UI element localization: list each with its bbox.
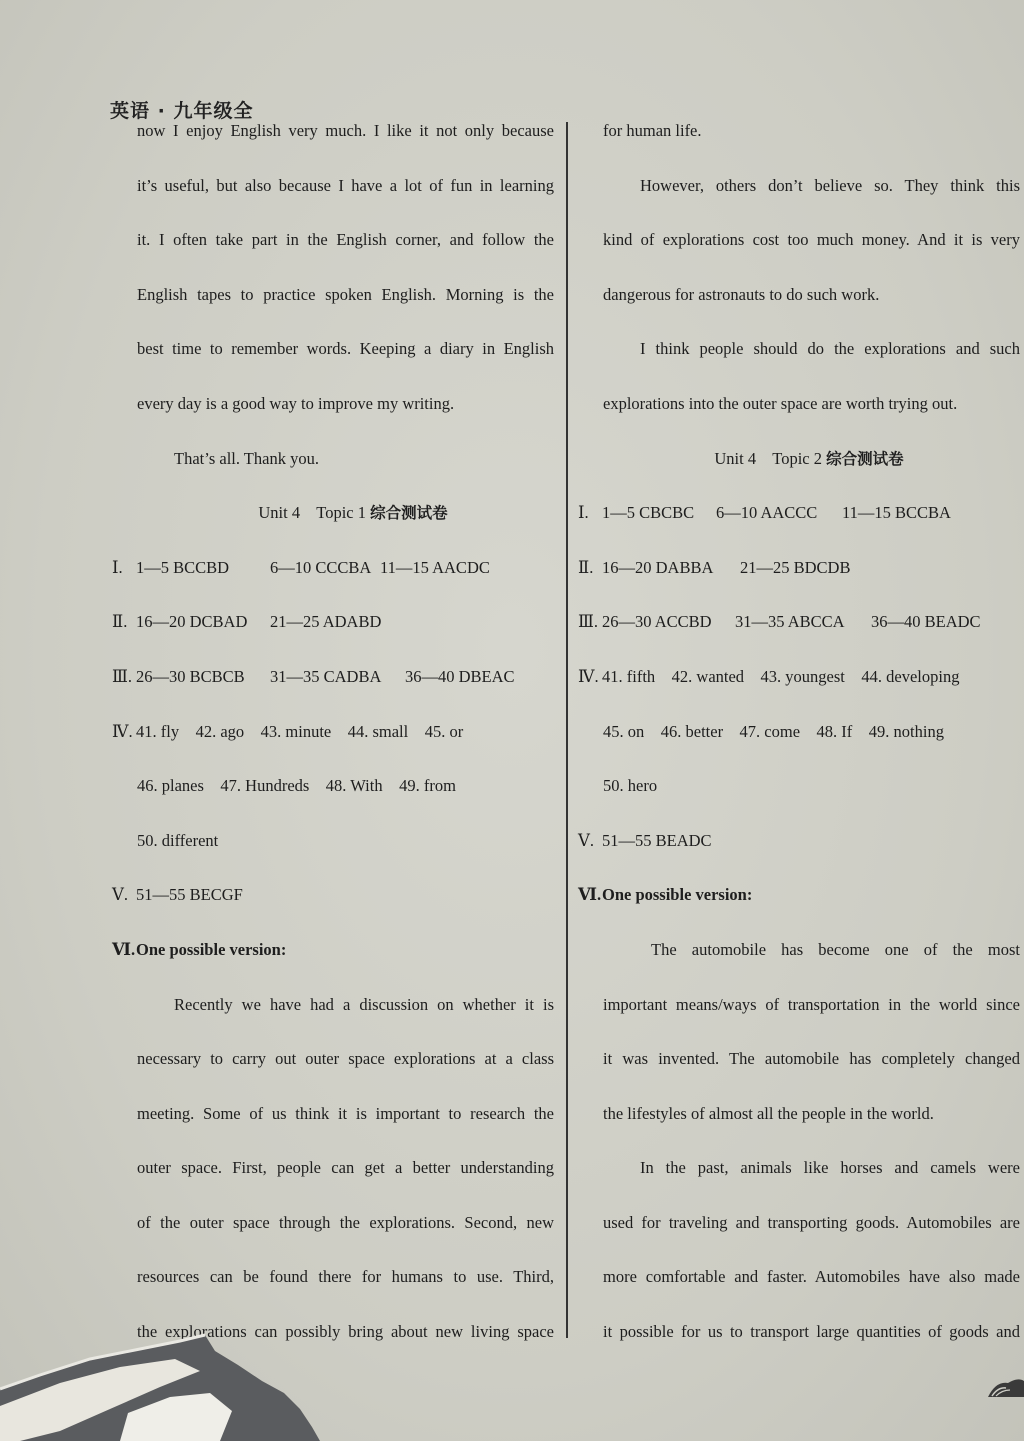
essay-line: used for traveling and transporting goods. Automobiles are	[603, 1212, 1020, 1232]
column-divider	[566, 122, 568, 1338]
answer-row-5	[112, 872, 554, 927]
answer-group: 6—10 CCCBA	[270, 557, 372, 577]
answer-row-1	[112, 545, 554, 600]
roman-numeral: Ⅴ.	[578, 830, 595, 850]
answer-row-6	[578, 872, 1020, 927]
section-title-en: Unit 4 Topic 2	[714, 448, 822, 468]
essay-line: it was invented. The automobile has completely changed	[603, 1049, 1020, 1069]
essay-line: kind of explorations cost too much money. And it is very	[603, 230, 1020, 250]
section-title-cn: 综合测试卷	[826, 449, 904, 468]
essay-line: the explorations can possibly bring about new living space	[137, 1322, 554, 1342]
essay-line: The automobile has become one of the most	[651, 939, 1020, 959]
answer-group: 36—40 DBEAC	[405, 666, 515, 686]
essay-line: I think people should do the explorations and such	[640, 339, 1020, 359]
roman-numeral: Ⅱ.	[578, 557, 594, 577]
answer-group: 6—10 AACCC	[716, 503, 818, 523]
answer-row-4-cont: 45. on 46. better 47. come 48. If 49. nothing	[603, 721, 944, 741]
answer-text: 41. fifth 42. wanted 43. youngest 44. developing	[602, 666, 960, 686]
answer-group: 31—35 ABCCA	[735, 612, 845, 632]
essay-closing: That’s all. Thank you.	[174, 448, 319, 468]
answer-row-1	[578, 490, 1020, 545]
answer-group: 31—35 CADBA	[270, 666, 382, 686]
answer-group: 16—20 DCBAD	[136, 612, 248, 632]
answer-row-4-cont: 50. hero	[603, 776, 658, 796]
version-heading: One possible version:	[602, 885, 753, 905]
essay-line: it’s useful, but also because I have a lot of fun in learning	[137, 175, 554, 195]
essay-line: meeting. Some of us think it is important to research the	[137, 1103, 554, 1123]
answer-group: 1—5 CBCBC	[602, 503, 695, 523]
answer-text: 51—55 BECGF	[136, 885, 243, 905]
answer-row-2	[112, 599, 554, 654]
roman-numeral: Ⅴ.	[112, 885, 129, 905]
roman-numeral: Ⅲ.	[578, 612, 599, 632]
page-header: 英语 · 九年级全	[110, 100, 254, 122]
answer-row-4	[578, 654, 1020, 709]
answer-text: 41. fly 42. ago 43. minute 44. small 45. or	[136, 721, 464, 741]
roman-numeral: Ⅲ.	[112, 666, 133, 686]
section-title	[578, 436, 1020, 491]
answer-row-5	[578, 818, 1020, 873]
answer-group: 16—20 DABBA	[602, 557, 714, 577]
essay-line: the lifestyles of almost all the people in the world.	[603, 1103, 934, 1123]
essay-line: it. I often take part in the English corner, and follow the	[137, 230, 554, 250]
answer-row-6	[112, 927, 554, 982]
torn-corner-image	[0, 1331, 330, 1441]
roman-numeral: Ⅵ.	[578, 885, 602, 905]
essay-line: now I enjoy English very much. I like it not only because	[137, 121, 554, 140]
answer-group: 36—40 BEADC	[871, 612, 981, 632]
essay-line: explorations into the outer space are worth trying out.	[603, 393, 958, 413]
essay-line: every day is a good way to improve my writing.	[137, 393, 455, 413]
answer-text: 51—55 BEADC	[602, 830, 712, 850]
essay-line: for human life.	[603, 121, 702, 140]
essay-line: of the outer space through the explorations. Second, new	[137, 1212, 554, 1232]
answer-row-2	[578, 545, 1020, 600]
answer-row-3	[578, 599, 1020, 654]
essay-line: outer space. First, people can get a better understanding	[137, 1158, 554, 1178]
essay-line: it possible for us to transport large quantities of goods and	[603, 1322, 1020, 1342]
essay-line: necessary to carry out outer space explorations at a class	[137, 1049, 554, 1069]
essay-line: best time to remember words. Keeping a diary in English	[137, 339, 554, 359]
roman-numeral: Ⅳ.	[112, 721, 133, 741]
essay-line: more comfortable and faster. Automobiles have also made	[603, 1267, 1020, 1287]
answer-group: 21—25 ADABD	[270, 612, 382, 632]
roman-numeral: Ⅰ.	[112, 557, 123, 577]
essay-line: Recently we have had a discussion on whether it is	[174, 994, 554, 1014]
left-column	[112, 108, 554, 1364]
essay-line: English tapes to practice spoken English. Morning is the	[137, 284, 554, 304]
answer-group: 1—5 BCCBD	[136, 557, 230, 577]
version-heading: One possible version:	[136, 939, 287, 959]
answer-group: 21—25 BDCDB	[740, 557, 851, 577]
answer-group: 11—15 AACDC	[380, 557, 490, 577]
section-title	[112, 490, 554, 545]
answer-group: 26—30 ACCBD	[602, 612, 712, 632]
essay-line: resources can be found there for humans to use. Third,	[137, 1267, 554, 1287]
answer-row-4-cont: 46. planes 47. Hundreds 48. With 49. from	[137, 776, 456, 796]
essay-line: However, others don’t believe so. They think this	[640, 175, 1020, 195]
essay-line: important means/ways of transportation in the world since	[603, 994, 1020, 1014]
roman-numeral: Ⅳ.	[578, 666, 599, 686]
publisher-logo-icon	[986, 1371, 1024, 1401]
right-column	[578, 108, 1020, 1364]
roman-numeral: Ⅰ.	[578, 503, 589, 523]
answer-row-4	[112, 709, 554, 764]
answer-group: 11—15 BCCBA	[842, 503, 951, 523]
roman-numeral: Ⅱ.	[112, 612, 128, 632]
roman-numeral: Ⅵ.	[112, 939, 136, 959]
answer-row-4-cont: 50. different	[137, 830, 219, 850]
section-title-cn: 综合测试卷	[370, 504, 448, 523]
answer-row-3	[112, 654, 554, 709]
answer-group: 26—30 BCBCB	[136, 666, 245, 686]
essay-line: dangerous for astronauts to do such work.	[603, 284, 880, 304]
section-title-en: Unit 4 Topic 1	[258, 503, 366, 523]
essay-line: In the past, animals like horses and camels were	[640, 1158, 1020, 1178]
